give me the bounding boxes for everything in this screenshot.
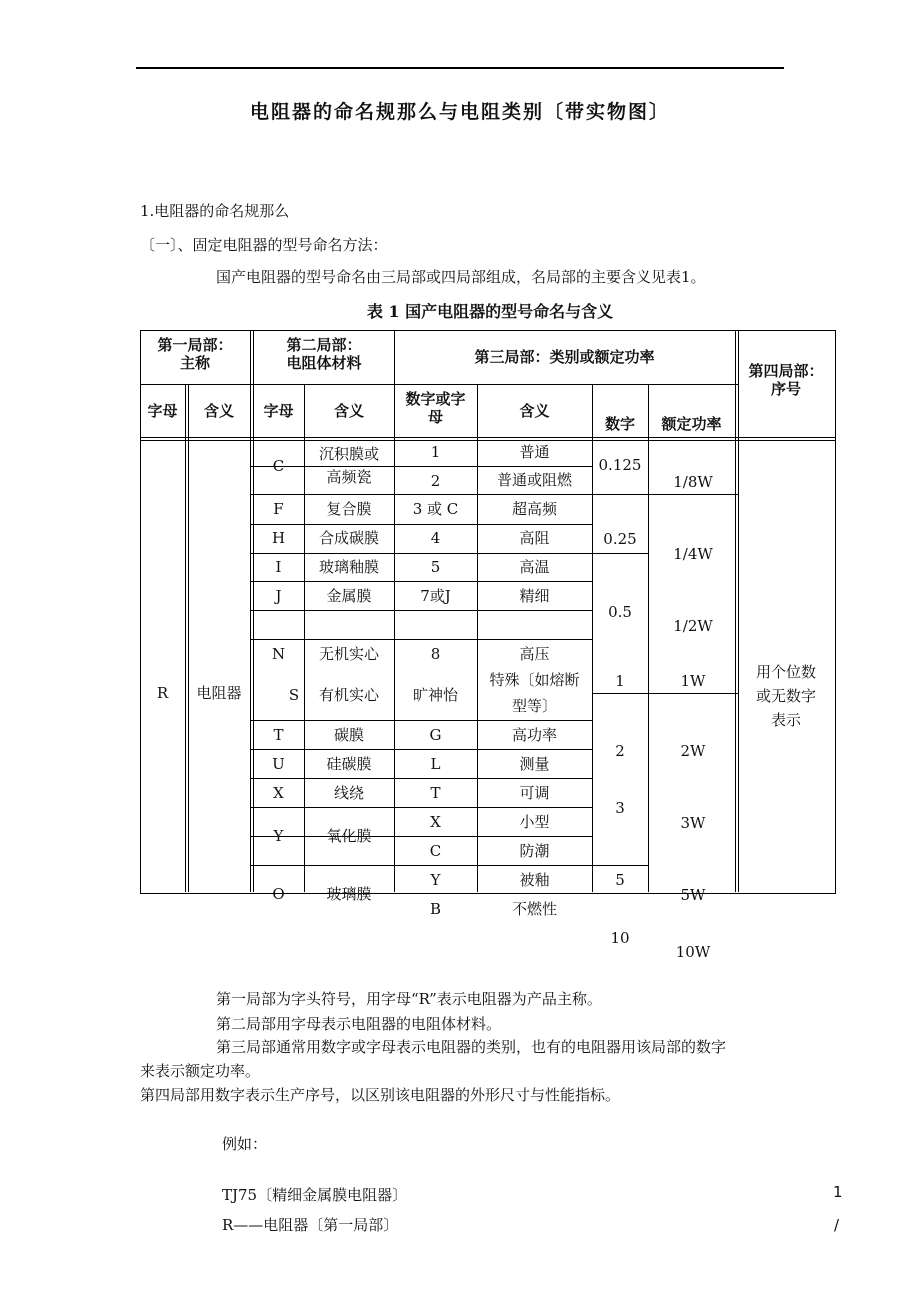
- category-meaning: 型等〕: [511, 697, 557, 715]
- category-code: 1: [430, 443, 441, 461]
- category-meaning: 可调: [519, 784, 550, 802]
- power-number: 0.5: [608, 603, 632, 621]
- category-code: B: [429, 900, 442, 918]
- category-meaning: 高温: [519, 558, 550, 576]
- header-meaning-1: 含义: [203, 402, 234, 420]
- paragraph-part4: 第四局部用数字表示生产序号，以区别该电阻器的外形尺寸与性能指标。: [140, 1086, 621, 1104]
- example-line-1: TJ75〔精细金属膜电阻器〕: [222, 1186, 408, 1204]
- power-rating: 1W: [680, 672, 706, 690]
- category-code: X: [430, 813, 441, 831]
- material-letter: F: [273, 500, 284, 518]
- page-number: 1: [833, 1183, 843, 1201]
- paragraph-part1: 第一局部为字头符号，用字母“R”表示电阻器为产品主称。: [216, 990, 602, 1008]
- page-separator: /: [834, 1216, 840, 1234]
- material-meaning: 线绕: [333, 784, 364, 802]
- category-code: 旷神怡: [412, 686, 458, 704]
- header-num-or-letter: 数字或字 母: [405, 390, 466, 426]
- header-meaning-3: 含义: [519, 402, 550, 420]
- power-number: 10: [610, 929, 630, 947]
- category-code: C: [429, 842, 442, 860]
- top-rule: [136, 67, 784, 69]
- power-rating: 1/8W: [673, 473, 713, 491]
- category-meaning: 被釉: [519, 871, 550, 889]
- category-code: T: [430, 784, 441, 802]
- header-meaning-2: 含义: [333, 402, 364, 420]
- material-meaning: 无机实心: [318, 645, 379, 663]
- header-letter-2: 字母: [263, 402, 294, 420]
- example-label: 例如：: [222, 1135, 268, 1153]
- category-code: 2: [430, 472, 441, 490]
- material-letter: T: [273, 726, 284, 744]
- table-caption: 表 1 国产电阻器的型号命名与含义: [366, 302, 614, 321]
- category-code: L: [430, 755, 441, 773]
- category-code: G: [429, 726, 442, 744]
- main-letter: R: [156, 684, 169, 702]
- material-meaning: 合成碳膜: [318, 529, 379, 547]
- material-letter: C: [272, 457, 285, 475]
- category-meaning: 高压: [519, 645, 550, 663]
- power-number: 0.25: [603, 530, 637, 548]
- material-meaning: 沉积膜或 高频瓷: [318, 445, 379, 486]
- material-meaning: 玻璃膜: [326, 885, 372, 903]
- category-meaning: 超高频: [511, 500, 557, 518]
- material-letter: N: [271, 645, 286, 663]
- material-letter: H: [271, 529, 286, 547]
- intro-paragraph: 国产电阻器的型号命名由三局部或四局部组成，名局部的主要含义见表1。: [216, 268, 706, 286]
- subsection-heading: 〔一〕、固定电阻器的型号命名方法：: [140, 236, 388, 254]
- power-number: 1: [615, 672, 625, 690]
- section-heading: 1.电阻器的命名规那么: [140, 202, 290, 220]
- category-code: 7或J: [420, 587, 451, 605]
- category-meaning: 不燃性: [511, 900, 557, 918]
- header-part2: 第二局部： 电阻体材料: [286, 336, 362, 372]
- category-meaning: 高阻: [519, 529, 550, 547]
- header-rated-power: 额定功率: [661, 415, 722, 433]
- serial-description: 用个位数 或无数字 表示: [755, 663, 816, 729]
- header-part4: 第四局部： 序号: [748, 362, 824, 398]
- category-meaning: 特殊〔如熔断: [489, 671, 580, 689]
- power-rating: 5W: [680, 886, 706, 904]
- header-part3: 第三局部：类别或额定功率: [474, 348, 655, 366]
- material-letter: X: [273, 784, 284, 802]
- material-meaning: 有机实心: [318, 686, 379, 704]
- category-meaning: 防潮: [519, 842, 550, 860]
- main-meaning: 电阻器: [196, 684, 242, 702]
- material-meaning: 氧化膜: [326, 827, 372, 845]
- document-title: 电阻器的命名规那么与电阻类别〔带实物图〕: [249, 101, 670, 123]
- power-number: 5: [615, 871, 625, 889]
- category-code: 3 或 C: [412, 500, 459, 518]
- material-letter: S: [288, 686, 300, 704]
- category-meaning: 普通: [519, 443, 550, 461]
- category-code: 4: [430, 529, 441, 547]
- material-letter: O: [272, 885, 285, 903]
- power-rating: 3W: [680, 814, 706, 832]
- power-rating: 1/4W: [673, 545, 713, 563]
- header-number: 数字: [604, 415, 635, 433]
- power-rating: 1/2W: [673, 617, 713, 635]
- category-meaning: 高功率: [511, 726, 557, 744]
- category-meaning: 普通或阻燃: [496, 471, 572, 489]
- material-meaning: 复合膜: [326, 500, 372, 518]
- category-code: 5: [430, 558, 441, 576]
- paragraph-part3-cont: 来表示额定功率。: [140, 1062, 261, 1080]
- power-number: 3: [615, 799, 625, 817]
- material-letter: U: [272, 755, 285, 773]
- power-number: 2: [615, 742, 625, 760]
- material-meaning: 碳膜: [333, 726, 364, 744]
- category-meaning: 精细: [519, 587, 550, 605]
- material-letter: Y: [273, 827, 284, 845]
- material-letter: I: [275, 558, 282, 576]
- power-number: 0.125: [598, 456, 642, 474]
- header-letter-1: 字母: [147, 402, 178, 420]
- material-meaning: 玻璃釉膜: [318, 558, 379, 576]
- category-code: Y: [430, 871, 441, 889]
- category-code: 8: [430, 645, 441, 663]
- category-meaning: 测量: [519, 755, 550, 773]
- material-meaning: 硅碳膜: [326, 755, 372, 773]
- paragraph-part3: 第三局部通常用数字或字母表示电阻器的类别，也有的电阻器用该局部的数字: [216, 1038, 727, 1056]
- header-part1: 第一局部： 主称: [157, 336, 233, 372]
- power-rating: 2W: [680, 742, 706, 760]
- power-rating: 10W: [675, 943, 711, 961]
- example-line-2: R——电阻器〔第一局部〕: [222, 1216, 399, 1234]
- material-meaning: 金属膜: [326, 587, 372, 605]
- paragraph-part2: 第二局部用字母表示电阻器的电阻体材料。: [216, 1015, 502, 1033]
- category-meaning: 小型: [519, 813, 550, 831]
- material-letter: J: [275, 587, 282, 605]
